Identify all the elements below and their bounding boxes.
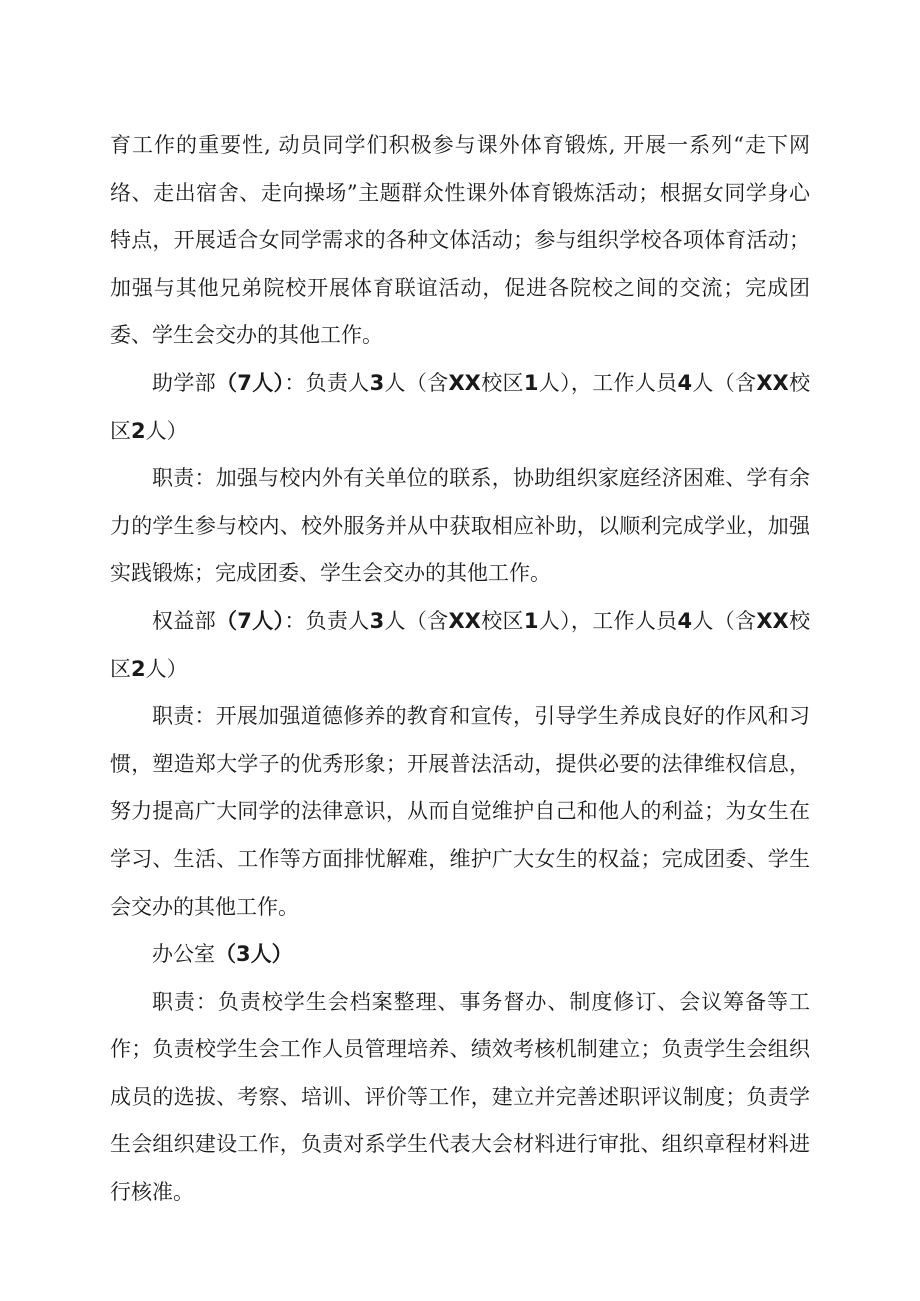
text-segment: 校区 — [480, 370, 524, 395]
text-segment: 人（含 — [692, 370, 757, 395]
dept-name: 办公室 — [152, 942, 215, 967]
dept-name: 权益部 — [152, 608, 216, 633]
paragraph-office-duties — [110, 979, 810, 1217]
number: 4 — [677, 370, 693, 395]
number: 2 — [131, 656, 146, 681]
paragraph-text: 育工作的重要性, 动员同学们积极参与课外体育锻炼, 开展一系列“走下网络、走出宿舍、走向操场”主题群众性课外体育锻炼活动；根据女同学身心特点，开展适合女同学需求的各种文体活动；参与组织学校各项体育活动；加强与其他兄弟院校开展体育联谊活动，促进各院校之间的交流；完成团委、学生会交办的其他工作。 — [110, 133, 810, 348]
paragraph-study-aid-dept-heading — [110, 360, 810, 455]
number: 1 — [523, 608, 539, 633]
number: 1 — [523, 370, 539, 395]
number: 3 — [369, 370, 385, 395]
text-segment: ：负责人 — [284, 370, 370, 395]
campus-code: XX — [756, 608, 789, 633]
paragraph-text: 职责：开展加强道德修养的教育和宣传，引导学生养成良好的作风和习惯，塑造郑大学子的优秀形象；开展普法活动，提供必要的法律维权信息，努力提高广大同学的法律意识，从而自觉维护自己和他人的利益；为女生在学习、生活、工作等方面排忧解难，维护广大女生的权益；完成团委、学生会交办的其他工作。 — [110, 704, 810, 919]
document-body — [110, 122, 810, 1217]
text-segment: 人（含 — [692, 608, 757, 633]
paragraph-text: 职责：负责校学生会档案整理、事务督办、制度修订、会议筹备等工作；负责校学生会工作人员管理培养、绩效考核机制建立；负责学生会组织成员的选拔、考察、培训、评价等工作，建立并完善述职评议制度；负责学生会组织建设工作，负责对系学生代表大会材料进行审批、组织章程材料进行核准。 — [110, 989, 810, 1205]
text-segment: 人（含 — [384, 608, 449, 633]
text-segment: 校区 — [480, 608, 524, 633]
paragraph-rights-dept-duties — [110, 693, 810, 931]
number: 3 — [369, 608, 385, 633]
campus-code: XX — [756, 370, 789, 395]
text-segment: 校区 — [110, 608, 811, 681]
paragraph-rights-dept-heading — [110, 598, 810, 693]
text-segment: 人），工作人员 — [538, 370, 678, 395]
text-segment: 人） — [145, 656, 188, 681]
paragraph-office-heading — [110, 931, 810, 979]
dept-size: （7人） — [215, 370, 285, 395]
text-segment: ：负责人 — [284, 608, 370, 633]
text-segment: 人） — [145, 418, 188, 443]
text-segment: 人（含 — [384, 370, 449, 395]
dept-size: （7人） — [215, 608, 285, 633]
dept-size: （3人） — [215, 942, 293, 967]
text-segment: 校区 — [110, 370, 811, 443]
paragraph-text: 职责：加强与校内外有关单位的联系，协助组织家庭经济困难、学有余力的学生参与校内、校外服务并从中获取相应补助，以顺利完成学业，加强实践锻炼；完成团委、学生会交办的其他工作。 — [110, 466, 810, 586]
number: 2 — [131, 418, 146, 443]
text-segment: 人），工作人员 — [538, 608, 678, 633]
number: 4 — [677, 608, 693, 633]
dept-name: 助学部 — [152, 370, 216, 395]
paragraph-sports-duties-continued — [110, 122, 810, 360]
campus-code: XX — [448, 370, 481, 395]
paragraph-study-aid-dept-duties — [110, 455, 810, 598]
campus-code: XX — [448, 608, 481, 633]
